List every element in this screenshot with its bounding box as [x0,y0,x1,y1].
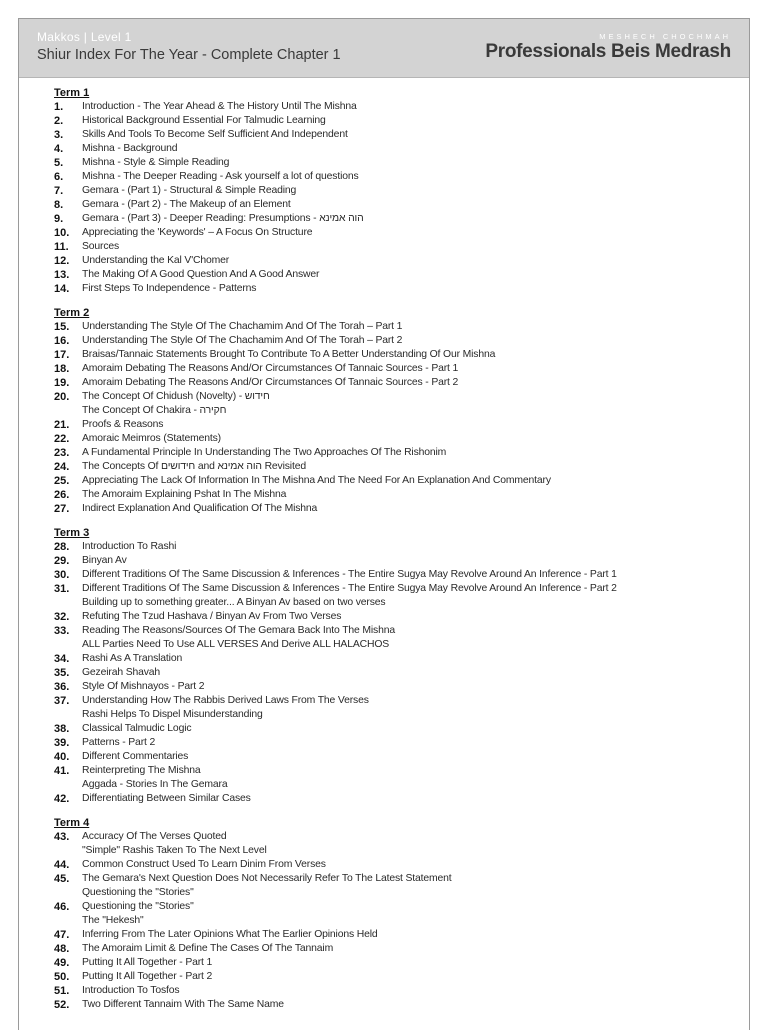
list-item [54,128,739,142]
item-number: 41. [54,765,70,777]
term-section [54,817,739,1012]
item-text: Understanding How The Rabbis Derived Laws From The Verses [82,695,369,706]
list-item [54,474,739,488]
list-item [54,212,739,226]
item-text: Inferring From The Later Opinions What The Earlier Opinions Held [82,929,378,940]
list-item [54,568,739,582]
item-number: 1. [54,101,64,113]
item-text: Putting It All Together - Part 1 [82,957,213,968]
list-item [54,792,739,806]
item-number: 8. [54,199,64,211]
item-number: 3. [54,129,64,141]
item-text: Two Different Tannaim With The Same Name [82,999,284,1010]
item-text: Mishna - Background [82,143,178,154]
item-text: "Simple" Rashis Taken To The Next Level [82,845,267,856]
list-item [54,254,739,268]
list-item [54,750,739,764]
item-text: Putting It All Together - Part 2 [82,971,213,982]
item-number: 20. [54,391,70,403]
item-text: Mishna - The Deeper Reading - Ask yourself a lot of questions [82,171,359,182]
list-item-continuation [54,778,739,792]
list-item-continuation [54,404,739,418]
item-number: 26. [54,489,70,501]
item-number: 29. [54,555,70,567]
item-text: First Steps To Independence - Patterns [82,283,257,294]
item-number: 17. [54,349,70,361]
item-number: 22. [54,433,70,445]
list-item [54,998,739,1012]
item-text: Binyan Av [82,555,127,566]
list-item [54,582,739,596]
list-item-continuation [54,638,739,652]
item-text: Building up to something greater... A Binyan Av based on two verses [82,597,386,608]
list-item [54,348,739,362]
item-text: Reinterpreting The Mishna [82,765,201,776]
item-number: 48. [54,943,70,955]
item-text: Rashi Helps To Dispel Misunderstanding [82,709,263,720]
list-item [54,942,739,956]
list-item-continuation [54,844,739,858]
list-item [54,984,739,998]
list-item [54,390,739,404]
item-number: 52. [54,999,70,1011]
item-text: Reading The Reasons/Sources Of The Gemara Back Into The Mishna [82,625,395,636]
item-number: 51. [54,985,70,997]
item-text: Appreciating the 'Keywords' – A Focus On Structure [82,227,313,238]
item-text: The Amoraim Explaining Pshat In The Mishna [82,489,287,500]
list-item [54,170,739,184]
header-subtitle: Makkos | Level 1 [37,30,132,44]
item-text: The Concepts Of חידושים and הוה אמינא Revisited [82,461,306,472]
item-text: Classical Talmudic Logic [82,723,192,734]
item-text: The Concept Of Chakira - חקירה [82,405,227,416]
item-text: The "Hekesh" [82,915,144,926]
item-number: 2. [54,115,64,127]
item-number: 50. [54,971,70,983]
item-number: 21. [54,419,70,431]
item-text: Amoraic Meimros (Statements) [82,433,221,444]
item-number: 18. [54,363,70,375]
item-number: 11. [54,241,69,253]
item-text: Understanding the Kal V'Chomer [82,255,230,266]
list-item-continuation [54,596,739,610]
item-number: 39. [54,737,70,749]
item-text: Gemara - (Part 1) - Structural & Simple Reading [82,185,297,196]
item-text: Style Of Mishnayos - Part 2 [82,681,205,692]
item-text: Gemara - (Part 3) - Deeper Reading: Presumptions - הוה אמינא [82,213,364,224]
item-text: Aggada - Stories In The Gemara [82,779,228,790]
document-page [18,18,750,1030]
item-number: 36. [54,681,70,693]
list-item [54,446,739,460]
item-text: Differentiating Between Similar Cases [82,793,251,804]
item-text: Amoraim Debating The Reasons And/Or Circumstances Of Tannaic Sources - Part 2 [82,377,459,388]
item-text: Introduction To Rashi [82,541,177,552]
item-number: 40. [54,751,70,763]
item-text: Introduction To Tosfos [82,985,180,996]
item-number: 30. [54,569,70,581]
item-number: 19. [54,377,70,389]
item-text: Common Construct Used To Learn Dinim From Verses [82,859,326,870]
list-item [54,652,739,666]
list-item [54,610,739,624]
shiur-index-list [54,87,739,1023]
item-number: 47. [54,929,70,941]
list-item [54,872,739,886]
item-number: 46. [54,901,70,913]
item-text: Braisas/Tannaic Statements Brought To Contribute To A Better Understanding Of Our Mishna [82,349,496,360]
term-title: Term 2 [54,307,90,319]
list-item [54,282,739,296]
item-text: Gezeirah Shavah [82,667,161,678]
list-item [54,666,739,680]
item-text: Skills And Tools To Become Self Sufficient And Independent [82,129,348,140]
item-number: 37. [54,695,70,707]
list-item [54,100,739,114]
list-item [54,376,739,390]
item-text: Mishna - Style & Simple Reading [82,157,230,168]
item-number: 31. [54,583,70,595]
item-text: Understanding The Style Of The Chachamim And Of The Torah – Part 2 [82,335,403,346]
list-item [54,900,739,914]
list-item [54,142,739,156]
item-number: 35. [54,667,70,679]
list-item [54,184,739,198]
list-item [54,156,739,170]
item-number: 13. [54,269,70,281]
item-text: A Fundamental Principle In Understanding The Two Approaches Of The Rishonim [82,447,447,458]
item-number: 24. [54,461,70,473]
list-item [54,722,739,736]
item-text: Different Traditions Of The Same Discussion & Inferences - The Entire Sugya May Revolve Around An Inference - Part 2 [82,583,617,594]
list-item [54,624,739,638]
item-text: ALL Parties Need To Use ALL VERSES And Derive ALL HALACHOS [82,639,390,650]
list-item [54,956,739,970]
item-number: 5. [54,157,64,169]
item-number: 12. [54,255,70,267]
header-title: Shiur Index For The Year - Complete Chapter 1 [37,47,341,63]
item-text: Refuting The Tzud Hashava / Binyan Av From Two Verses [82,611,342,622]
item-text: Sources [82,241,120,252]
list-item [54,928,739,942]
list-item [54,320,739,334]
item-text: The Gemara's Next Question Does Not Necessarily Refer To The Latest Statement [82,873,452,884]
list-item [54,830,739,844]
item-number: 25. [54,475,70,487]
item-text: Proofs & Reasons [82,419,164,430]
item-text: The Amoraim Limit & Define The Cases Of The Tannaim [82,943,334,954]
item-text: Different Traditions Of The Same Discussion & Inferences - The Entire Sugya May Revolve Around An Inference - Part 1 [82,569,617,580]
item-number: 44. [54,859,70,871]
item-number: 16. [54,335,70,347]
list-item [54,970,739,984]
list-item [54,226,739,240]
item-text: Patterns - Part 2 [82,737,156,748]
list-item-continuation [54,914,739,928]
item-text: Gemara - (Part 2) - The Makeup of an Element [82,199,291,210]
item-text: Historical Background Essential For Talmudic Learning [82,115,326,126]
item-number: 9. [54,213,64,225]
list-item [54,268,739,282]
item-text: Different Commentaries [82,751,189,762]
list-item [54,554,739,568]
term-section [54,307,739,516]
item-number: 42. [54,793,70,805]
list-item [54,198,739,212]
item-number: 38. [54,723,70,735]
item-number: 6. [54,171,64,183]
item-number: 34. [54,653,70,665]
list-item [54,432,739,446]
list-item [54,418,739,432]
item-text: The Concept Of Chidush (Novelty) - חידוש [82,391,270,402]
item-number: 45. [54,873,70,885]
list-item [54,858,739,872]
item-text: Amoraim Debating The Reasons And/Or Circumstances Of Tannaic Sources - Part 1 [82,363,459,374]
item-number: 23. [54,447,70,459]
item-number: 14. [54,283,70,295]
item-text: Introduction - The Year Ahead & The History Until The Mishna [82,101,357,112]
list-item [54,240,739,254]
item-number: 43. [54,831,70,843]
list-item [54,736,739,750]
item-text: Rashi As A Translation [82,653,183,664]
item-text: Understanding The Style Of The Chachamim And Of The Torah – Part 1 [82,321,403,332]
list-item [54,502,739,516]
item-number: 15. [54,321,70,333]
list-item [54,540,739,554]
item-text: Appreciating The Lack Of Information In The Mishna And The Need For An Explanation And Commentary [82,475,551,486]
term-title: Term 4 [54,817,90,829]
term-section [54,527,739,806]
item-number: 4. [54,143,64,155]
list-item [54,694,739,708]
list-item-continuation [54,886,739,900]
item-text: Questioning the "Stories" [82,887,194,898]
item-text: Accuracy Of The Verses Quoted [82,831,227,842]
item-text: Indirect Explanation And Qualification Of The Mishna [82,503,318,514]
header-brand: Professionals Beis Medrash [485,41,731,62]
list-item [54,334,739,348]
list-item [54,764,739,778]
item-number: 49. [54,957,70,969]
item-text: The Making Of A Good Question And A Good Answer [82,269,320,280]
term-section [54,87,739,296]
list-item [54,114,739,128]
item-number: 28. [54,541,70,553]
item-number: 27. [54,503,70,515]
term-title: Term 3 [54,527,90,539]
item-number: 7. [54,185,64,197]
list-item [54,488,739,502]
list-item-continuation [54,708,739,722]
list-item [54,362,739,376]
item-number: 10. [54,227,70,239]
header-tagline: MESHECH CHOCHMAH [599,32,731,41]
term-title: Term 1 [54,87,90,99]
list-item [54,680,739,694]
item-text: Questioning the "Stories" [82,901,194,912]
item-number: 33. [54,625,70,637]
item-number: 32. [54,611,70,623]
list-item [54,460,739,474]
page-header [19,19,749,78]
